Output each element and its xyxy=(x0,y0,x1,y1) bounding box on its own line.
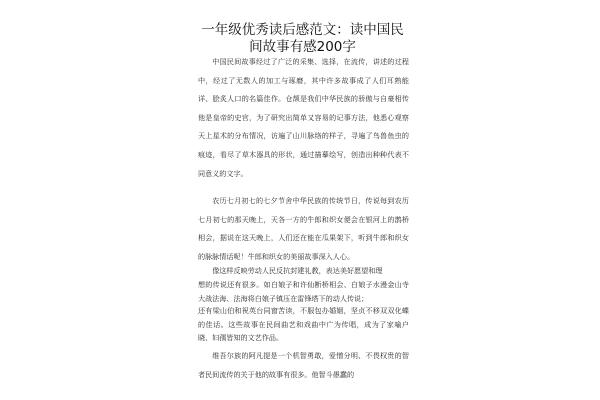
paragraph-cangjie: 中国民间故事经过了广泛的采集、选择，在流传，讲述的过程中，经过了无数人的加工与琢磨，其中许多故事成了人们耳熟能详、脍炙人口的名篇佳作。仓颉是我们中华民族的骄傲与自豪相传他是皇帝的史官，为了研究出简单又容易的记事方法，他悉心观察天上星术的分布情况，访遍了山川脉络的样子，寻遍了鸟兽鱼虫的痕迹，看尽了草木器具的形状，通过描摹绘写，创造出种种代表不同意义的文字。 xyxy=(198,57,409,178)
paragraph-qixi: 农历七月初七的七夕节舍中华民族的传统节日，传说每到农历七月初七的那天晚上，天各一方的牛郎和织女便会在银河上的鹊桥相会，据说在这天晚上，人们还在能在瓜果架下，听到牛郎和织女的脉脉情话呢！牛郎和织女的美丽故事深入人心。 xyxy=(198,196,409,261)
paragraph-afanti: 维吾尔族的阿凡提是一个机智勇敢，爱憎分明、不畏权贵的智者民间流传的关于他的故事有很多。他智斗愚蠢的 xyxy=(198,351,409,379)
document-title: 一年级优秀读后感范文：读中国民间故事有感200字 xyxy=(201,22,404,55)
paragraph-legends-intro: 像这样反映劳动人民反抗封建礼教，表达美好愿望和理 xyxy=(212,266,383,275)
paragraph-butterfly-lovers: 还有梁山伯和祝英台同窗苦读，不服包办婚姻，坚贞不移双双化蝶的佳话。这些故事在民间曲艺和戏曲中广为传唱，成为了家喻户晓、妇孺皆知的文艺作品。 xyxy=(198,306,409,343)
paragraph-white-snake: 想的传说还有很多。如白娘子和许仙断桥相会、白娘子水漫金山寺大战法海、法海将白娘子镇压在雷锋塔下的动人传说； xyxy=(198,280,409,303)
